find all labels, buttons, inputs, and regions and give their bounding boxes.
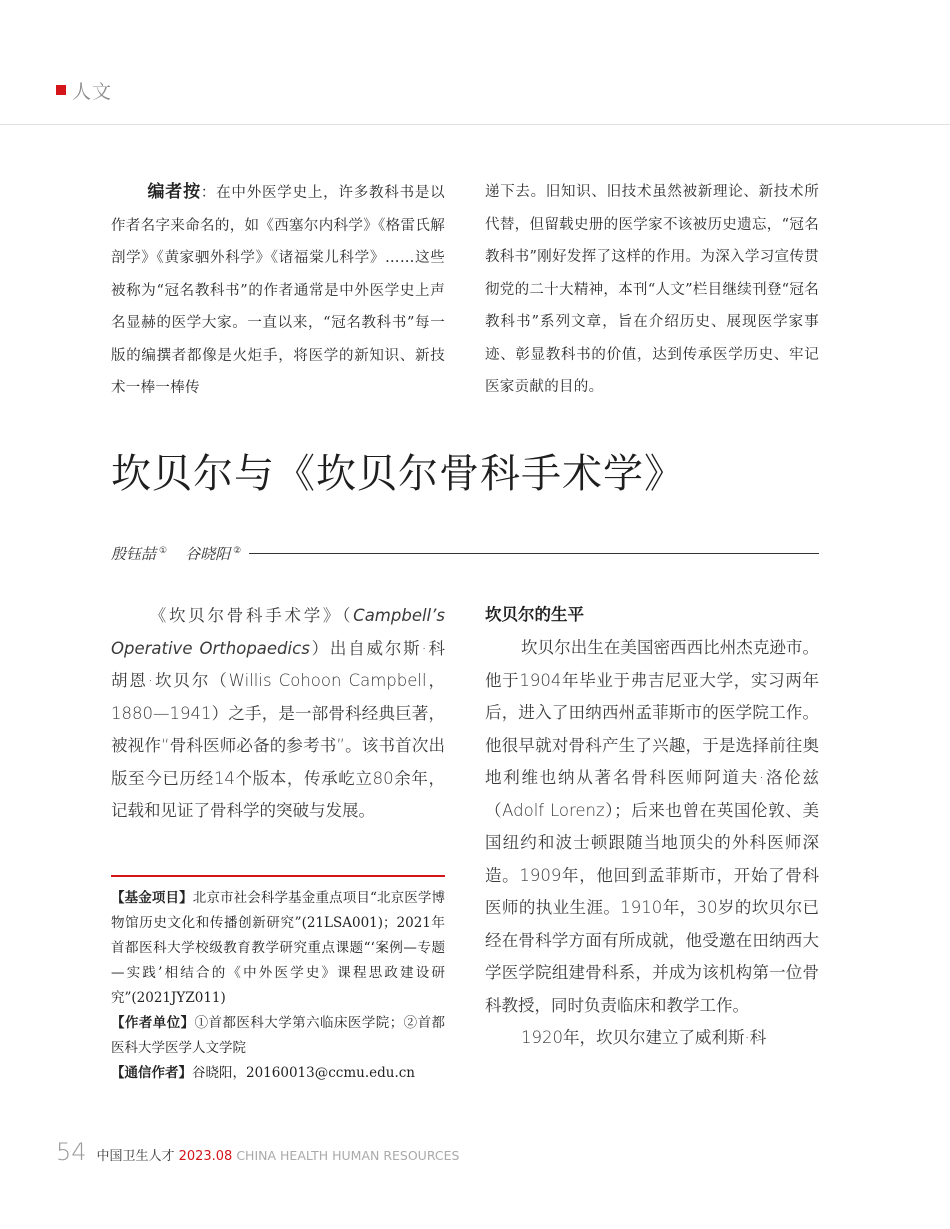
journal-issue: 2023.08	[178, 1149, 233, 1164]
editor-note-text-1: ：在中外医学史上，许多教科书是以作者名字来命名的，如《西塞尔内科学》《格雷氏解剖学》《黄家驷外科学》《诸福棠儿科学》……这些被称为“冠名教科书”的作者通常是中外医学史上声名显赫的医学大家。一直以来，“冠名教科书”每一版的编撰者都像是火炬手，将医学的新知识、新技术一棒一棒传	[111, 185, 445, 396]
fund-divider	[111, 875, 445, 877]
body-column-right	[485, 600, 819, 1055]
journal-name: 中国卫生人才	[96, 1149, 175, 1164]
author-2: 谷晓阳 ②	[185, 544, 242, 563]
corresponding-author: 【通信作者】谷晓阳，20160013@ccmu.edu.cn	[111, 1065, 415, 1081]
fund-project: 【基金项目】北京市社会科学基金重点项目“北京医学博物馆历史文化和传播创新研究”(21LSA001)；2021年首都医科大学校级教育教学研究重点课题“‘案例—专题—实践’相结合的《中外医学史》课程思政建设研究”(2021JYZ011)	[111, 890, 446, 1006]
body-column-left	[111, 600, 445, 828]
page-number: 54	[56, 1138, 87, 1166]
editor-note-text-2: 递下去。旧知识、旧技术虽然被新理论、新技术所代替，但留载史册的医学家不该被历史遗忘，“冠名教科书”刚好发挥了这样的作用。为深入学习宣传贯彻党的二十大精神，本刊“人文”栏目继续刊登“冠名教科书”系列文章，旨在介绍历史、展现医学家事迹、彰显教科书的价值，达到传承医学历史、牢记医家贡献的目的。	[485, 184, 819, 395]
section-marker	[56, 85, 66, 95]
editor-note-left	[111, 176, 445, 405]
intro-paragraph: 《坎贝尔骨科手术学》（Campbell’s Operative Orthopaedics）出自威尔斯·科胡恩·坎贝尔（Willis Cohoon Campbell，1880—1941）之手，是一部骨科经典巨著，被视作“骨科医师必备的参考书”。该书首次出版至今已历经14个版本，传承屹立80余年，记载和见证了骨科学的突破与发展。	[111, 606, 446, 820]
body-paragraph-1: 坎贝尔出生在美国密西西比州杰克逊市。他于1904年毕业于弗吉尼亚大学，实习两年后，进入了田纳西州孟菲斯市的医学院工作。他很早就对骨科产生了兴趣，于是选择前往奥地利维也纳从著名骨科医师阿道夫·洛伦兹（Adolf Lorenz）；后来也曾在英国伦敦、美国纽约和波士顿跟随当地顶尖的外科医师深造。1909年，他回到孟菲斯市，开始了骨科医师的执业生涯。1910年，30岁的坎贝尔已经在骨科学方面有所成就，他受邀在田纳西大学医学院组建骨科系，并成为该机构第一位骨科教授，同时负责临床和教学工作。	[485, 638, 819, 1015]
fund-info	[111, 886, 445, 1086]
header-divider	[0, 124, 950, 125]
author-affiliation: 【作者单位】①首都医科大学第六临床医学院；②首都医科大学医学人文学院	[111, 1015, 446, 1056]
body-paragraph-2: 1920年，坎贝尔建立了威利斯·科	[521, 1028, 767, 1047]
editor-note-lead: 编者按	[147, 182, 201, 202]
section-header	[56, 78, 112, 102]
book-english-title: Campbell’s Operative Orthopaedics	[111, 606, 445, 658]
page-footer	[56, 1138, 459, 1168]
author-divider	[249, 553, 819, 554]
article-title: 坎贝尔与《坎贝尔骨科手术学》	[111, 451, 685, 497]
section-label: 人文	[72, 80, 113, 103]
journal-name-en: CHINA HEALTH HUMAN RESOURCES	[236, 1148, 460, 1163]
author-1: 殷钰喆 ①	[111, 544, 168, 563]
section-heading: 坎贝尔的生平	[485, 605, 584, 624]
editor-note-right	[485, 176, 819, 404]
author-line	[111, 540, 819, 566]
